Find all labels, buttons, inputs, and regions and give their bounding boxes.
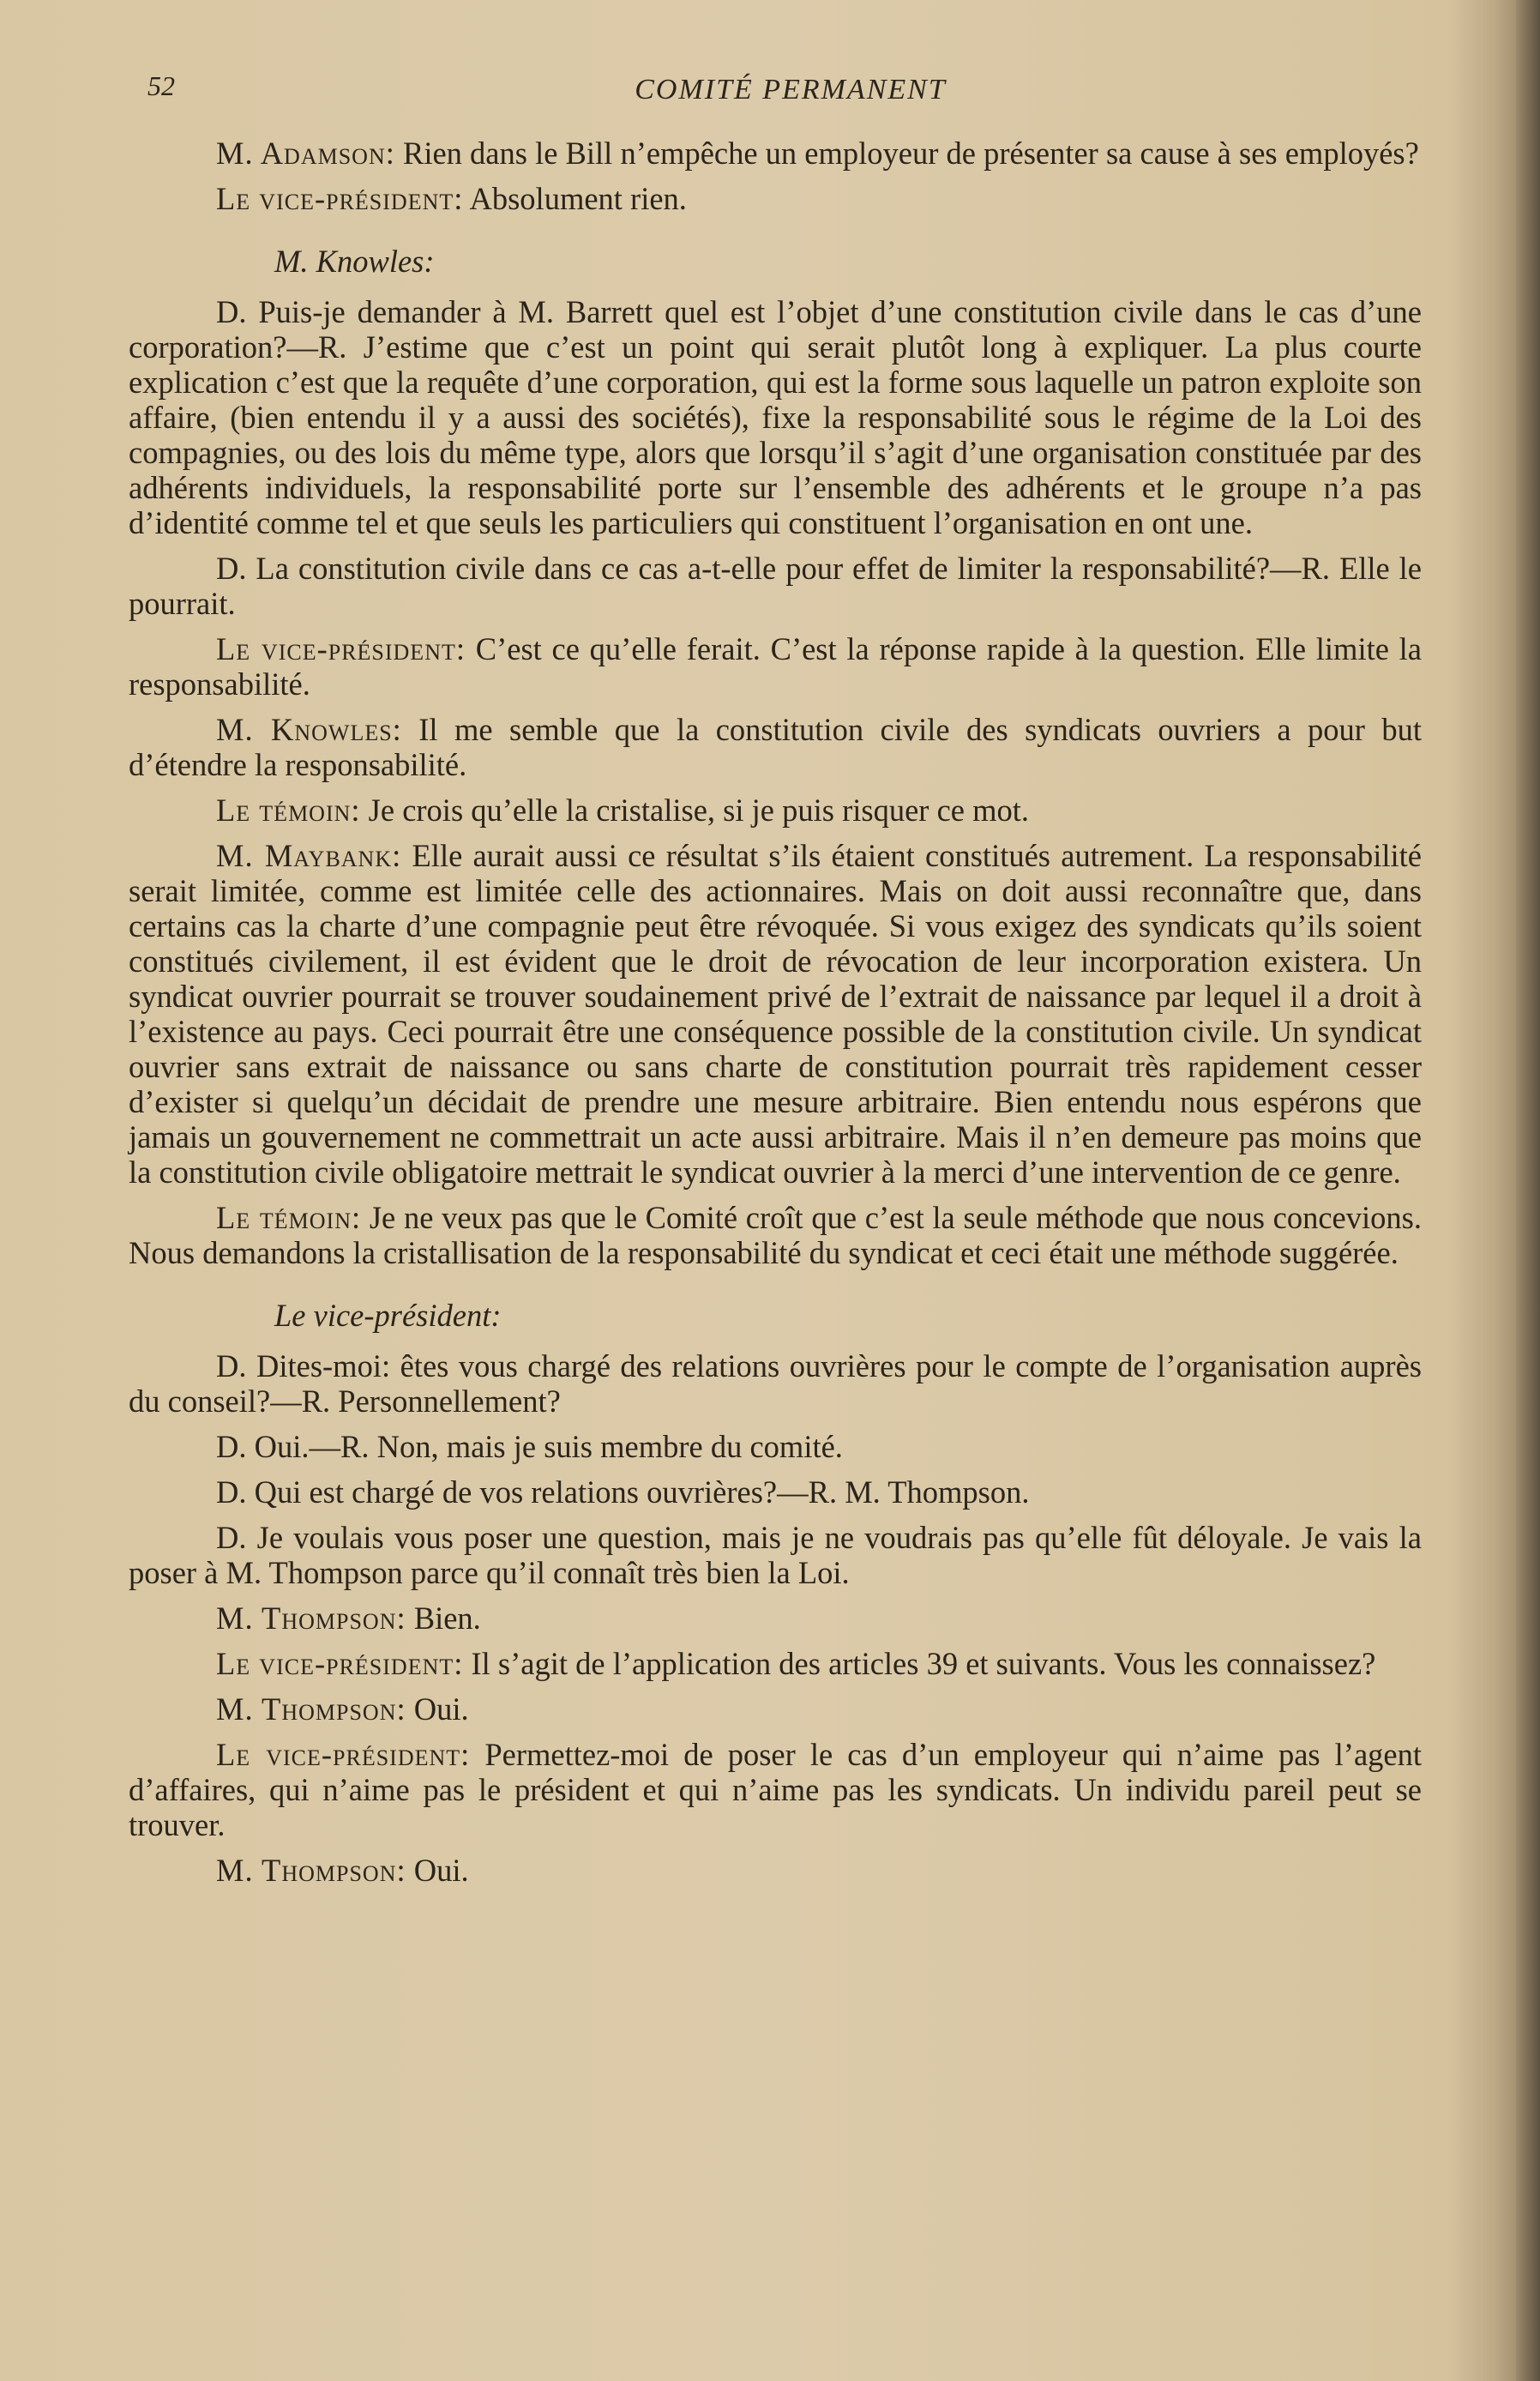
paragraph bbox=[129, 1200, 1422, 1270]
paragraph-text: D. Dites-moi: êtes vous chargé des relations ouvrières pour le compte de l’organisation auprès du conseil?—R. Personnellement? bbox=[129, 1348, 1422, 1419]
paragraph-text: Elle aurait aussi ce résultat s’ils étaient constitués autrement. La responsabilité serait limitée, comme est limitée celle des actionnaires. Mais on doit aussi reconnaître que, dans certains cas la charte d’une compagnie peut être révoquée. Si vous exigez des syndicats qu’ils soient constitués civilement, il est évident que le droit de révocation de leur incorporation existera. Un syndicat ouvrier pourrait se trouver soudainement privé de l’extrait de naissance par lequel il a droit à l’existence au pays. Ceci pourrait être une conséquence possible de la constitution civile. Un syndicat ouvrier sans extrait de naissance ou sans charte de constitution pourrait très rapidement cesser d’exister si quelqu’un décidait de prendre une mesure arbitraire. Bien entendu nous espérons que jamais un gouvernement ne commettrait un acte aussi arbitraire. Mais il n’en demeure pas moins que la constitution civile obligatoire mettrait le syndicat ouvrier à la merci d’une intervention de ce genre. bbox=[129, 838, 1423, 1190]
paragraph bbox=[129, 1520, 1422, 1590]
paragraph bbox=[129, 1348, 1422, 1419]
document-body bbox=[129, 136, 1422, 1898]
speaker-name: M. Thompson: bbox=[216, 1853, 406, 1888]
speaker-name: Le témoin: bbox=[216, 793, 361, 828]
paragraph-text: D. La constitution civile dans ce cas a-t-elle pour effet de limiter la responsabilité?—R. Elle le pourrait. bbox=[129, 551, 1422, 621]
paragraph bbox=[129, 1474, 1422, 1510]
section-heading: Le vice-président: bbox=[274, 1298, 502, 1333]
speaker-name: M. Maybank: bbox=[216, 838, 402, 873]
speaker-name: Le vice-président: bbox=[216, 181, 464, 216]
paragraph-text: Absolument rien. bbox=[463, 181, 687, 216]
paragraph bbox=[129, 1853, 1422, 1888]
paragraph-text: D. Qui est chargé de vos relations ouvrières?—R. M. Thompson. bbox=[216, 1474, 1030, 1510]
paragraph-text: Permettez-moi de poser le cas d’un employeur qui n’aime pas l’agent d’affaires, qui n’aime pas le président et qui n’aime pas les syndicats. Un individu pareil peut se trouver. bbox=[129, 1737, 1422, 1842]
paragraph-text: C’est ce qu’elle ferait. C’est la réponse rapide à la question. Elle limite la responsabilité. bbox=[129, 631, 1423, 702]
speaker-name: Le vice-président: bbox=[216, 1646, 464, 1681]
paragraph-text: Il s’agit de l’application des articles 39 et suivants. Vous les connaissez? bbox=[463, 1646, 1376, 1681]
paragraph bbox=[129, 1737, 1422, 1842]
speaker-name: M. Thompson: bbox=[216, 1600, 406, 1636]
paragraph-text: Je ne veux pas que le Comité croît que c’est la seule méthode que nous concevions. Nous demandons la cristallisation de la responsabilité du syndicat et ceci était une méthode suggérée. bbox=[129, 1200, 1422, 1270]
paragraph-text: Rien dans le Bill n’empêche un employeur de présenter sa cause à ses employés? bbox=[394, 136, 1419, 171]
speaker-name: Le témoin: bbox=[216, 1200, 362, 1235]
paragraph bbox=[129, 1646, 1422, 1681]
paragraph bbox=[129, 1600, 1422, 1636]
paragraph-text: Il me semble que la constitution civile des syndicats ouvriers a pour but d’étendre la responsabilité. bbox=[129, 712, 1422, 782]
paragraph-text: D. Oui.—R. Non, mais je suis membre du comité. bbox=[216, 1429, 843, 1464]
paragraph-text: Bien. bbox=[406, 1600, 481, 1636]
paragraph bbox=[129, 1691, 1422, 1727]
paragraph bbox=[129, 712, 1422, 782]
paragraph bbox=[129, 551, 1422, 621]
paragraph bbox=[129, 136, 1422, 171]
speaker-name: M. Adamson: bbox=[216, 136, 395, 171]
paragraph-text: D. Je voulais vous poser une question, mais je ne voudrais pas qu’elle fût déloyale. Je vais la poser à M. Thompson parce qu’il connaît très bien la Loi. bbox=[129, 1520, 1422, 1590]
paragraph-text: Oui. bbox=[406, 1853, 469, 1888]
paragraph-text: D. Puis-je demander à M. Barrett quel est l’objet d’une constitution civile dans le cas d’une corporation?—R. J’estime que c’est un point qui serait plutôt long à expliquer. La plus courte explication c’est que la requête d’une corporation, qui est la forme sous laquelle un patron exploite son affaire, (bien entendu il y a aussi des sociétés), fixe la responsabilité sous le régime de la Loi des compagnies, ou des lois du même type, alors que lorsqu’il s’agit d’une organisation constituée par des adhérents individuels, la responsabilité porte sur l’ensemble des adhérents et le groupe n’a pas d’identité comme tel et que seuls les particuliers qui constituent l’organisation en ont une. bbox=[129, 294, 1422, 540]
speaker-name: M. Thompson: bbox=[216, 1691, 406, 1727]
paragraph bbox=[129, 631, 1422, 702]
section-heading: M. Knowles: bbox=[274, 244, 435, 279]
running-title: COMITÉ PERMANENT bbox=[635, 74, 947, 105]
page-header bbox=[147, 70, 1434, 122]
paragraph bbox=[129, 838, 1422, 1190]
page-number: 52 bbox=[147, 70, 175, 101]
paragraph bbox=[129, 793, 1422, 828]
paragraph-text: Je crois qu’elle la cristalise, si je puis risquer ce mot. bbox=[360, 793, 1030, 828]
book-spine-edge bbox=[1516, 0, 1540, 2381]
paragraph bbox=[129, 294, 1422, 540]
speaker-name: Le vice-président: bbox=[216, 1737, 471, 1772]
paragraph-text: Oui. bbox=[406, 1691, 469, 1727]
speaker-name: M. Knowles: bbox=[216, 712, 402, 747]
paragraph bbox=[129, 181, 1422, 216]
paragraph bbox=[129, 1429, 1422, 1464]
speaker-name: Le vice-président: bbox=[216, 631, 466, 666]
